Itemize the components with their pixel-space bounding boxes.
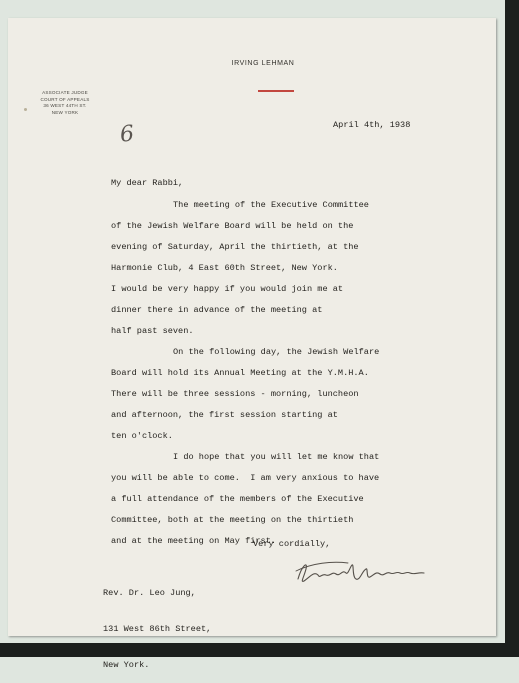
handwritten-number: 6: [118, 121, 136, 148]
closing: Very cordially,: [253, 539, 331, 549]
body-line: I would be very happy if you would join me at: [111, 284, 344, 294]
body-line: you will be able to come. I am very anxious to have: [111, 473, 380, 483]
address-line: New York.: [103, 660, 150, 670]
body-line: and afternoon, the first session starting at: [111, 410, 338, 420]
body-line: of the Jewish Welfare Board will be held on the: [111, 221, 354, 231]
body-line: a full attendance of the members of the Executive: [111, 494, 364, 504]
letterhead-red-underline: [258, 90, 294, 92]
body-line: half past seven.: [111, 326, 194, 336]
handwritten-signature: [292, 557, 432, 587]
letterhead-sidebar: [30, 90, 100, 116]
salutation: My dear Rabbi,: [111, 178, 184, 188]
address-line: 131 West 86th Street,: [103, 624, 212, 634]
letterhead-sidebar-line: NEW YORK: [51, 109, 79, 115]
letterhead-name: IRVING LEHMAN: [231, 60, 295, 67]
body-line: On the following day, the Jewish Welfare: [173, 347, 380, 357]
body-line: and at the meeting on May first.: [111, 536, 277, 546]
letter-date: April 4th, 1938: [333, 120, 411, 130]
body-line: Committee, both at the meeting on the thirtieth: [111, 515, 354, 525]
letterhead-sidebar-line: 36 WEST 44TH ST.: [43, 103, 87, 109]
scan-frame-right: [505, 0, 519, 657]
body-line: Board will hold its Annual Meeting at the Y.M.H.A.: [111, 368, 369, 378]
body-line: There will be three sessions - morning, luncheon: [111, 389, 359, 399]
body-line: Harmonie Club, 4 East 60th Street, New York.: [111, 263, 338, 273]
scan-frame-bottom: [0, 643, 519, 657]
body-line: dinner there in advance of the meeting at: [111, 305, 323, 315]
body-line: evening of Saturday, April the thirtieth, at the: [111, 242, 359, 252]
letterhead-sidebar-line: COURT OF APPEALS: [40, 96, 90, 102]
paper-mark: [24, 108, 27, 111]
recipient-address: [103, 563, 211, 683]
letterhead-sidebar-line: ASSOCIATE JUDGE: [42, 90, 88, 95]
address-line: Rev. Dr. Leo Jung,: [103, 588, 196, 598]
body-line: I do hope that you will let me know that: [173, 452, 380, 462]
body-line: The meeting of the Executive Committee: [173, 200, 369, 210]
body-line: ten o'clock.: [111, 431, 173, 441]
